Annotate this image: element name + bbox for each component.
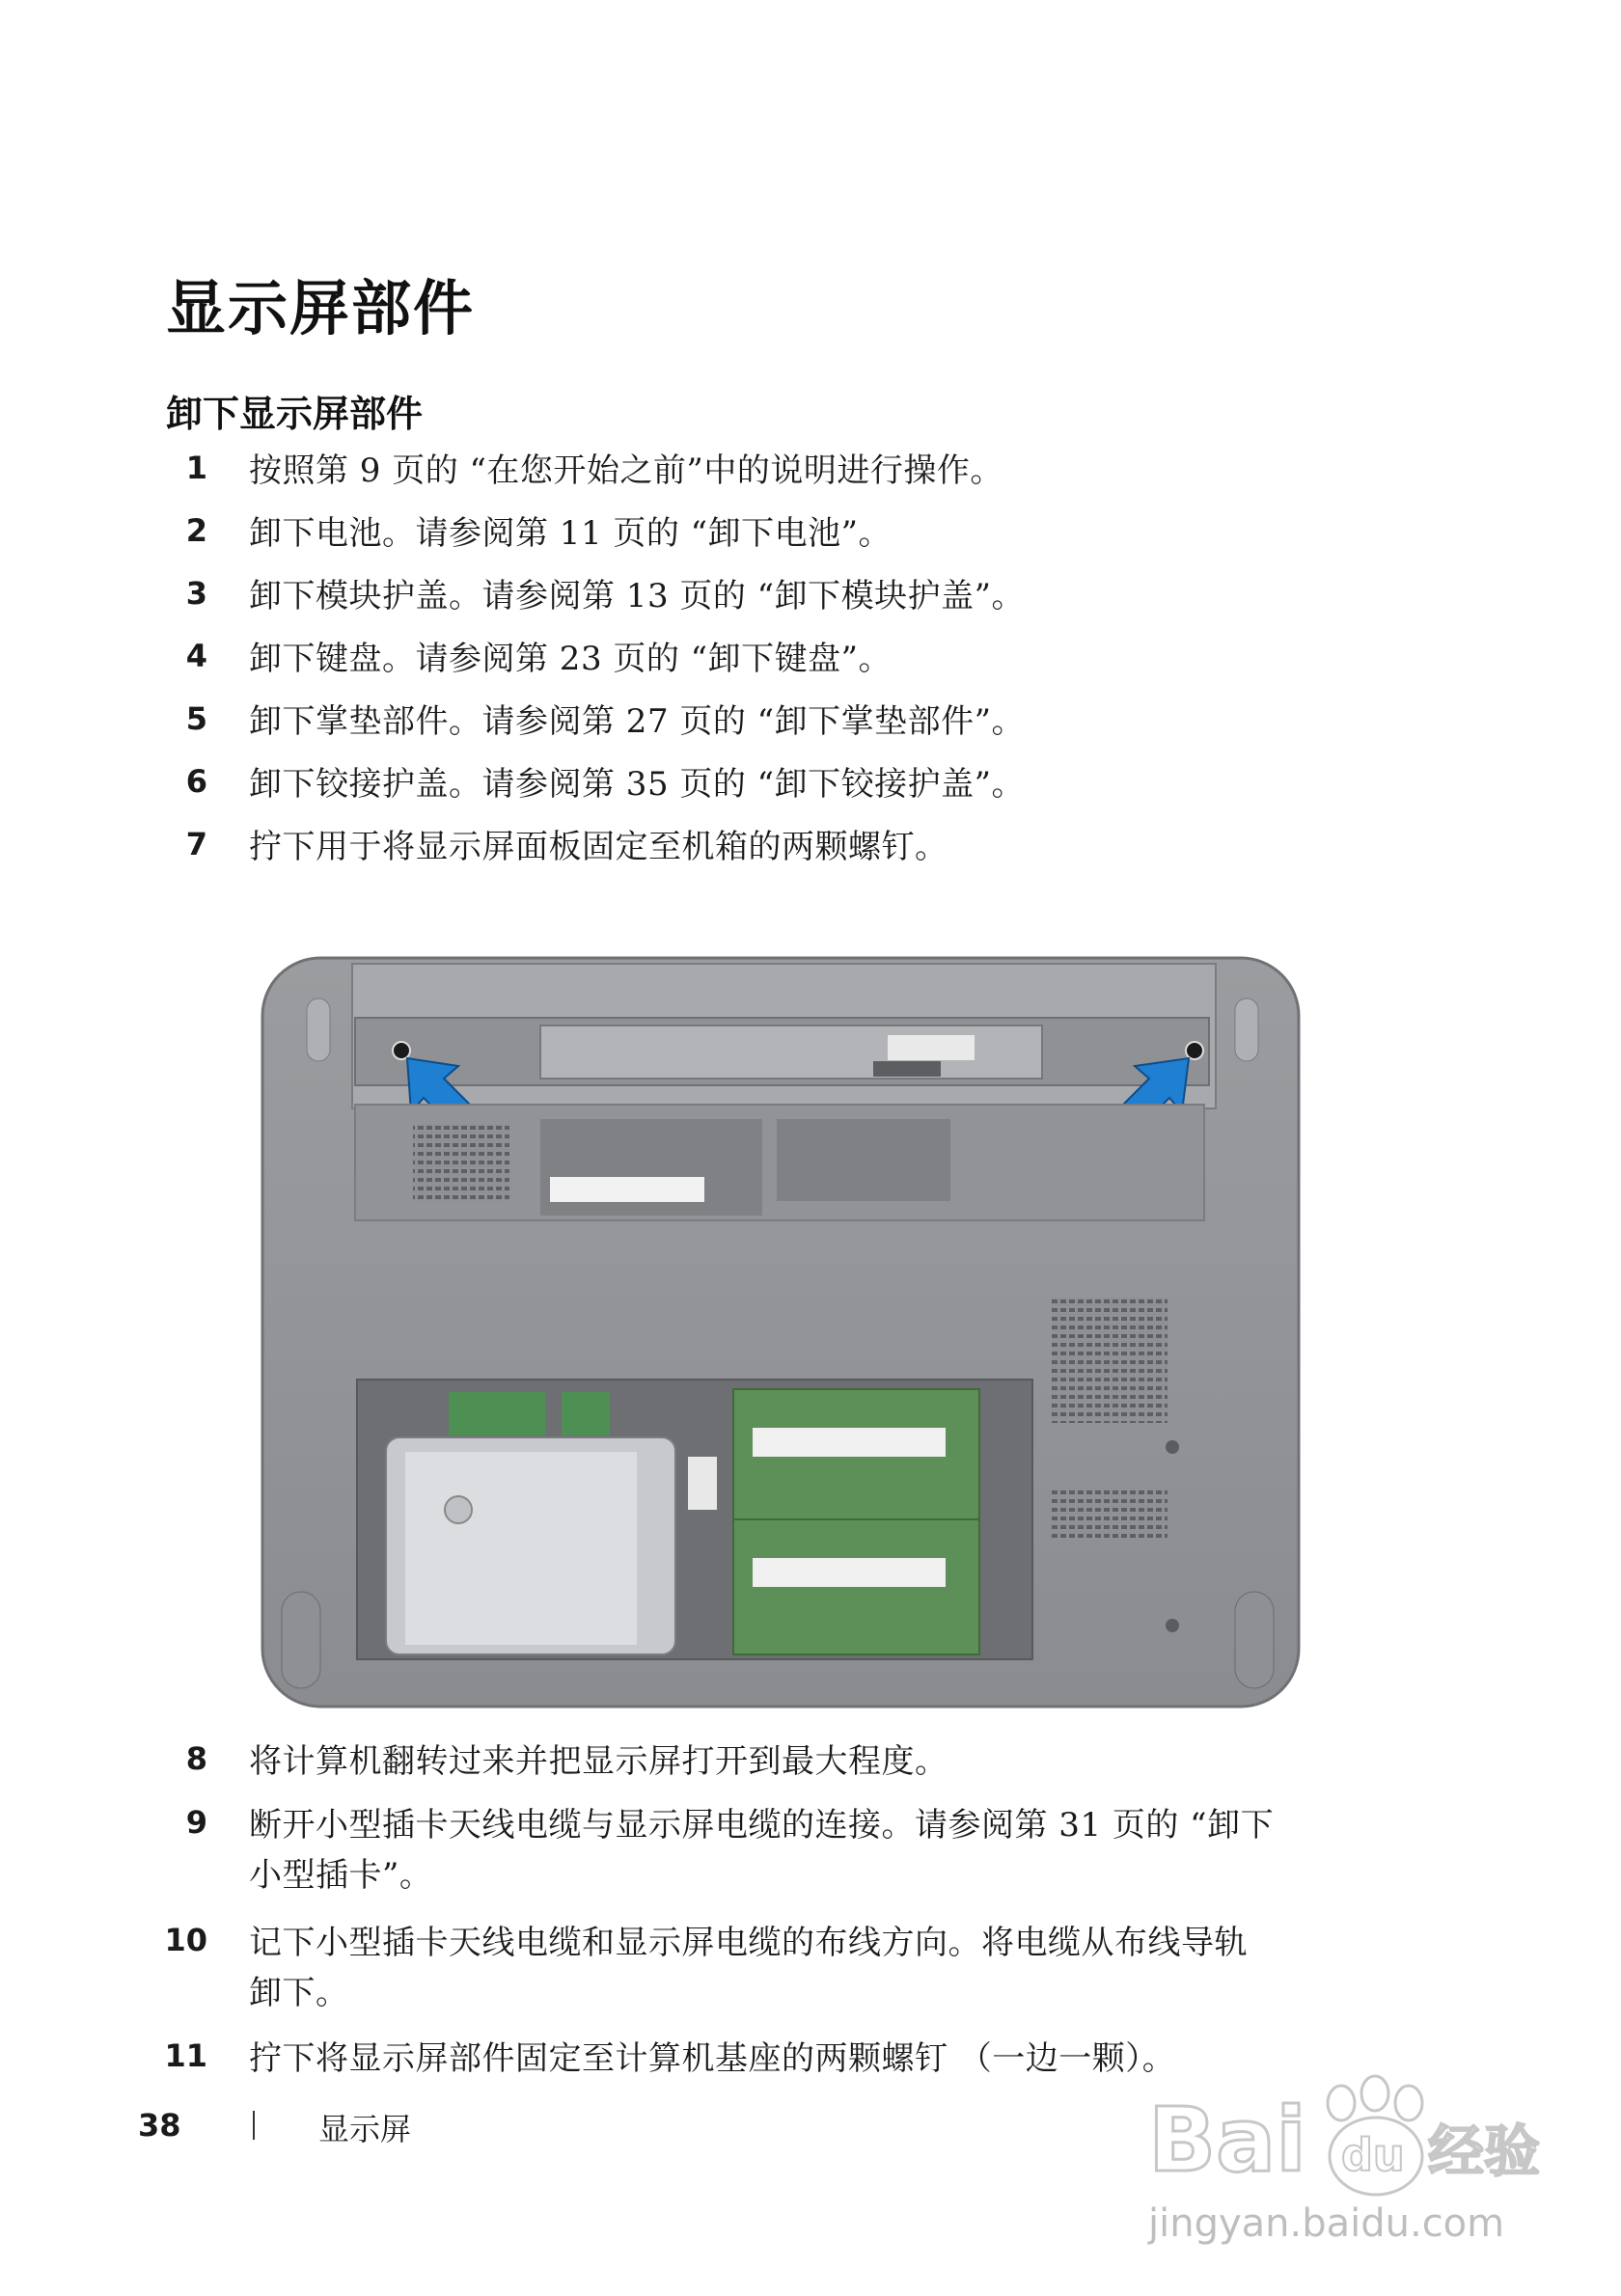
page-title: 显示屏部件 [166,273,476,343]
svg-text:Bai: Bai [1148,2089,1306,2192]
step-number: 9 [185,1804,207,1841]
step-text: 将计算机翻转过来并把显示屏打开到最大程度。 [249,1742,948,1781]
step-number: 3 [185,575,207,612]
step-text-line: 记下小型插卡天线电缆和显示屏电缆的布线方向。将电缆从布线导轨 [249,1924,1248,1962]
step-text: 卸下铰接护盖。请参阅第 35 页的 “卸下铰接护盖”。 [249,765,1025,804]
svg-text:经验: 经验 [1428,2118,1541,2184]
step-text-line: 小型插卡”。 [249,1856,433,1895]
step-text: 卸下模块护盖。请参阅第 13 页的 “卸下模块护盖”。 [249,577,1025,615]
laptop-bottom-illustration [261,950,1303,1712]
step-number: 6 [185,763,207,800]
step-number: 11 [164,2037,207,2074]
step-text-line: 卸下。 [249,1974,349,2012]
step-number: 10 [164,1922,207,1958]
footer-divider [253,2111,255,2140]
page-number: 38 [138,2107,181,2144]
screw-right [1186,1042,1203,1059]
step-text: 卸下键盘。请参阅第 23 页的 “卸下键盘”。 [249,640,892,678]
section-heading: 卸下显示屏部件 [166,393,424,435]
step-number: 7 [185,826,207,862]
step-text: 按照第 9 页的 “在您开始之前”中的说明进行操作。 [249,451,1003,490]
baidu-watermark-logo [1139,2064,1544,2257]
step-text [249,1800,1407,1900]
step-text-line: 断开小型插卡天线电缆与显示屏电缆的连接。请参阅第 31 页的 “卸下 [249,1806,1275,1845]
screw-left [393,1042,410,1059]
watermark-url: jingyan.baidu.com [1148,2201,1505,2246]
step-number: 2 [185,512,207,549]
footer-section-title: 显示屏 [318,2111,412,2147]
step-text: 卸下掌垫部件。请参阅第 27 页的 “卸下掌垫部件”。 [249,702,1025,741]
step-text [249,1918,1407,2018]
step-text: 卸下电池。请参阅第 11 页的 “卸下电池”。 [249,514,892,553]
svg-text:du: du [1341,2129,1405,2181]
step-number: 1 [185,450,207,486]
step-text: 拧下用于将显示屏面板固定至机箱的两颗螺钉。 [249,828,948,866]
step-number: 8 [185,1740,207,1777]
step-text: 拧下将显示屏部件固定至计算机基座的两颗螺钉 （一边一颗）。 [249,2039,1176,2078]
step-number: 4 [185,638,207,674]
step-number: 5 [185,700,207,737]
